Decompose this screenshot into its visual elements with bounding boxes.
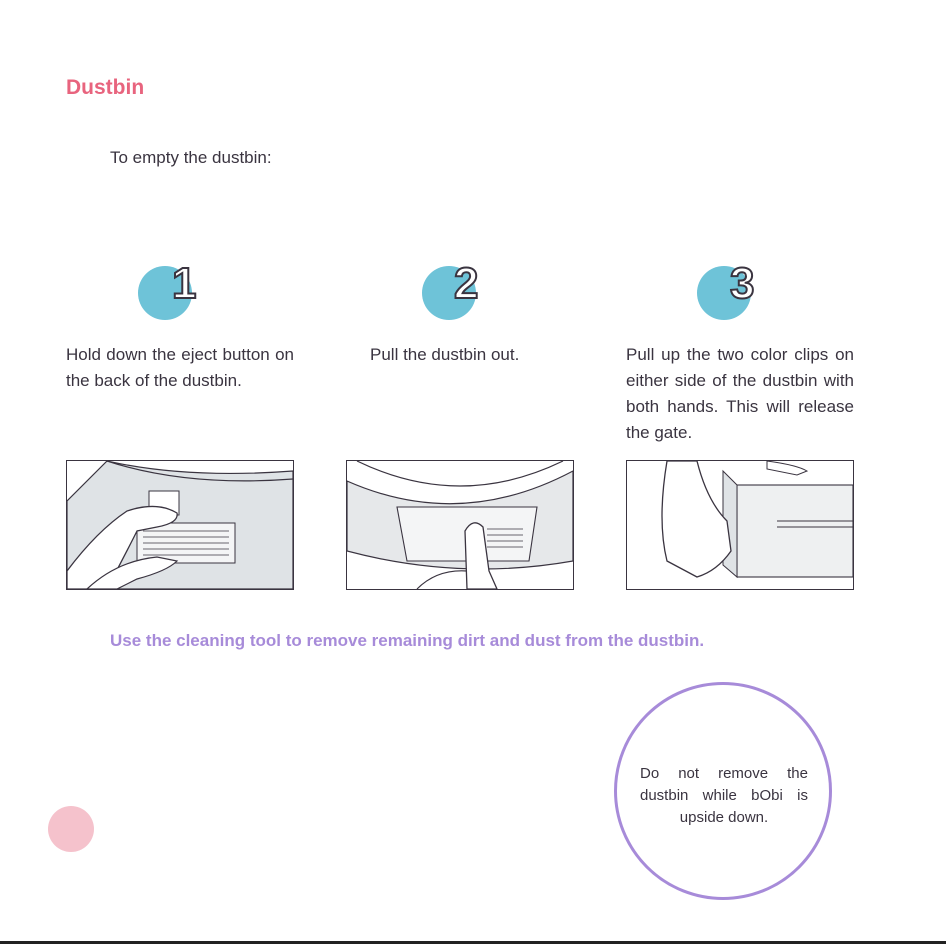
eject-button-illustration xyxy=(67,461,293,589)
step-3-text: Pull up the two color clips on either side of the dustbin with both hands. This will release the gate. xyxy=(626,345,854,442)
step-1-illustration xyxy=(66,460,294,590)
bottom-rule xyxy=(0,941,946,944)
step-1-text: Hold down the eject button on the back of the dustbin. xyxy=(66,345,294,390)
step-2-illustration xyxy=(346,460,574,590)
release-gate-illustration xyxy=(627,461,853,589)
pull-dustbin-illustration xyxy=(347,461,573,589)
step-3-illustration xyxy=(626,460,854,590)
step-2-text: Pull the dustbin out. xyxy=(370,345,520,364)
cleaning-tip: Use the cleaning tool to remove remaining dirt and dust from the dustbin. xyxy=(110,631,705,650)
intro-text: To empty the dustbin: xyxy=(110,148,272,167)
step-2-number: 2 xyxy=(454,259,479,308)
step-3-number: 3 xyxy=(730,259,755,308)
step-1-number: 1 xyxy=(172,259,197,308)
page-marker xyxy=(48,806,94,852)
warning-note-text: Do not remove the dustbin while bObi is upside down. xyxy=(640,765,808,826)
section-title: Dustbin xyxy=(66,76,145,99)
